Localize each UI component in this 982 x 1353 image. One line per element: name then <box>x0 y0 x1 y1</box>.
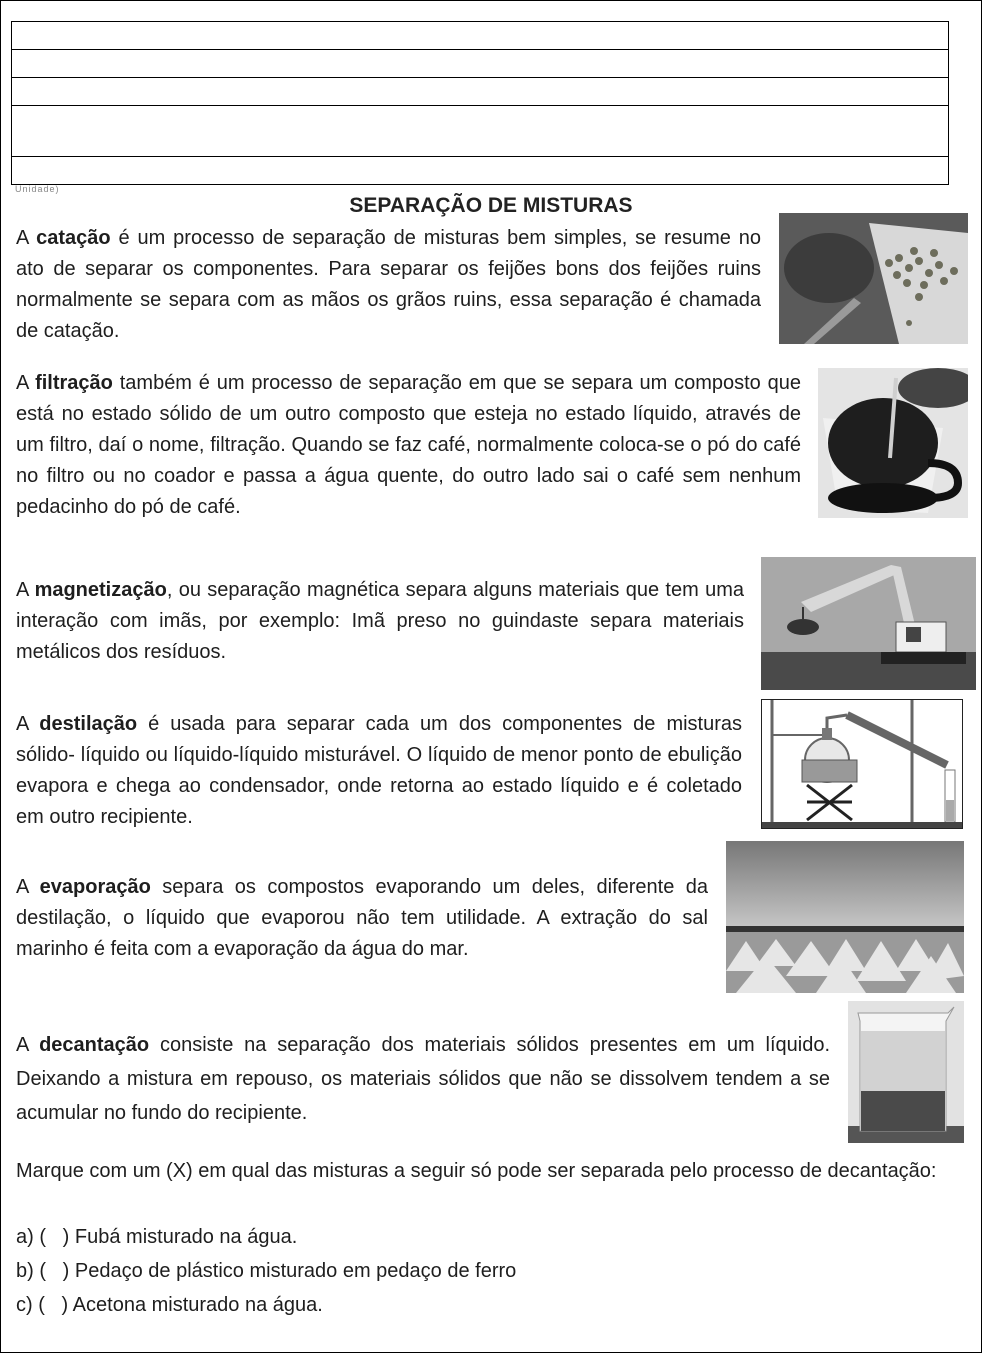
paragraph-destilacao: A destilação é usada para separar cada um dos componentes de misturas sólido- líquido ou líquido-líquido misturável. O líquido de menor ponto de ebulição evapora e chega ao condensador, onde retorna ao estado líquido e é coletado em outro recipiente. <box>16 713 743 828</box>
faded-text: Unidade) <box>15 184 60 194</box>
term-filtracao: filtração <box>35 372 113 394</box>
option-b[interactable]: b) ( ) Pedaço de plástico misturado em pedaço de ferro <box>16 1260 517 1282</box>
term-magnetizacao: magnetização <box>34 579 167 601</box>
paragraph-filtracao: A filtração também é um processo de separação em que se separa um composto que está no estado sólido de um outro composto que esteja no estado líquido, através de um filtro, daí o nome, filtração. Quando se faz café, normalmente coloca-se o pó do café no filtro ou no coador e passa a água quente, do outro lado sai o café sem nenhum pedacinho do pó de café. <box>16 372 801 518</box>
option-a-checkbox[interactable]: a) ( ) <box>16 1226 70 1248</box>
header-row[interactable] <box>12 157 948 184</box>
option-a[interactable]: a) ( ) Fubá misturado na água. <box>16 1226 298 1248</box>
header-row[interactable] <box>12 78 948 106</box>
term-decantacao: decantação <box>39 1034 150 1056</box>
image-destilacao <box>761 699 963 829</box>
page-title: SEPARAÇÃO DE MISTURAS <box>349 194 633 217</box>
term-destilacao: destilação <box>39 713 138 735</box>
paragraph-catacao: A catação é um processo de separação de misturas bem simples, se resume no ato de separar os componentes. Para separar os feijões bons dos feijões ruins normalmente se separa com as mãos os grãos ruins, essa separação é chamada de catação. <box>16 227 762 342</box>
question-prompt: Marque com um (X) em qual das misturas a seguir só pode ser separada pelo processo de decantação: <box>16 1160 937 1182</box>
header-row[interactable] <box>12 22 948 50</box>
header-row[interactable] <box>12 106 948 157</box>
image-decantacao <box>848 1001 964 1143</box>
term-catacao: catação <box>36 227 111 249</box>
option-c-checkbox[interactable]: c) ( ) <box>16 1294 69 1316</box>
image-magnetizacao <box>761 557 976 690</box>
term-evaporacao: evaporação <box>39 876 151 898</box>
option-b-checkbox[interactable]: b) ( ) <box>16 1260 70 1282</box>
header-row[interactable] <box>12 50 948 78</box>
image-filtracao <box>818 368 968 518</box>
header-table <box>11 21 949 185</box>
image-evaporacao <box>726 841 964 993</box>
paragraph-evaporacao: A evaporação separa os compostos evaporando um deles, diferente da destilação, o líquido que evaporou não tem utilidade. A extração do sal marinho é feita com a evaporação da água do mar. <box>16 876 709 960</box>
option-c[interactable]: c) ( ) Acetona misturado na água. <box>16 1294 323 1316</box>
paragraph-magnetizacao: A magnetização, ou separação magnética separa alguns materiais que tem uma interação com imãs, por exemplo: Imã preso no guindaste separa materiais metálicos dos resíduos. <box>16 579 744 663</box>
paragraph-decantacao: A decantação consiste na separação dos materiais sólidos presentes em um líquido. Deixando a mistura em repouso, os materiais sólidos que não se dissolvem tendem a se acumular no fundo do recipiente. <box>16 1034 831 1124</box>
image-catacao <box>779 213 968 344</box>
